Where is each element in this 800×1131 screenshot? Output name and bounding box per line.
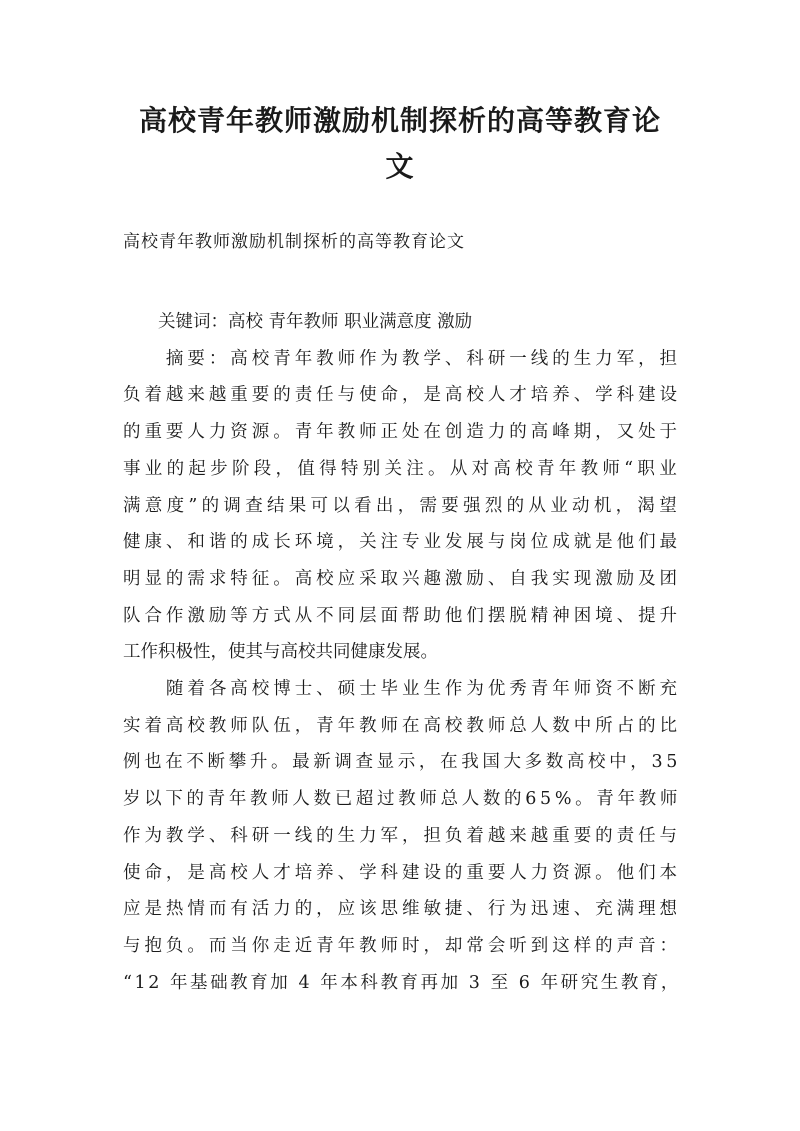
title-line-2: 文 [385,150,415,183]
body-line: 关键词：高校 青年教师 职业满意度 激励 [123,312,473,332]
body-line: 的重要人力资源。青年教师正处在创造力的高峰期，又处于 [123,422,681,443]
body-line: 摘要：高校青年教师作为教学、科研一线的生力军，担 [123,348,681,369]
body-line: 负着越来越重要的责任与使命，是高校人才培养、学科建设 [123,385,681,406]
document-title [120,98,680,190]
body-line: 健康、和谐的成长环境，关注专业发展与岗位成就是他们最 [123,532,681,553]
body-line: 作为教学、科研一线的生力军，担负着越来越重要的责任与 [123,825,681,846]
body-line: 使命，是高校人才培养、学科建设的重要人力资源。他们本 [123,862,681,883]
body-line: 岁以下的青年教师人数已超过教师总人数的65%。青年教师 [123,789,681,810]
body-line: “12 年基础教育加 4 年本科教育再加 3 至 6 年研究生教育， [123,972,681,993]
body-line: 实着高校教师队伍，青年教师在高校教师总人数中所占的比 [123,715,681,736]
body-line: 队合作激励等方式从不同层面帮助他们摆脱精神困境、提升 [123,605,681,626]
body-line: 应是热情而有活力的，应该思维敏捷、行为迅速、充满理想 [123,899,681,920]
body-line: 明显的需求特征。高校应采取兴趣激励、自我实现激励及团 [123,568,681,589]
body-line: 与抱负。而当你走近青年教师时，却常会听到这样的声音： [123,935,681,956]
body-line: 事业的起步阶段，值得特别关注。从对高校青年教师“职业 [123,458,681,479]
body-line: 随着各高校博士、硕士毕业生作为优秀青年师资不断充 [123,679,681,699]
title-line-1: 高校青年教师激励机制探析的高等教育论 [138,104,661,137]
document-subtitle: 高校青年教师激励机制探析的高等教育论文 [123,232,465,252]
body-line: 工作积极性，使其与高校共同健康发展。 [123,642,438,663]
body-line: 满意度”的调查结果可以看出，需要强烈的从业动机，渴望 [123,495,681,516]
body-line: 例也在不断攀升。最新调查显示，在我国大多数高校中，35 [123,752,681,773]
